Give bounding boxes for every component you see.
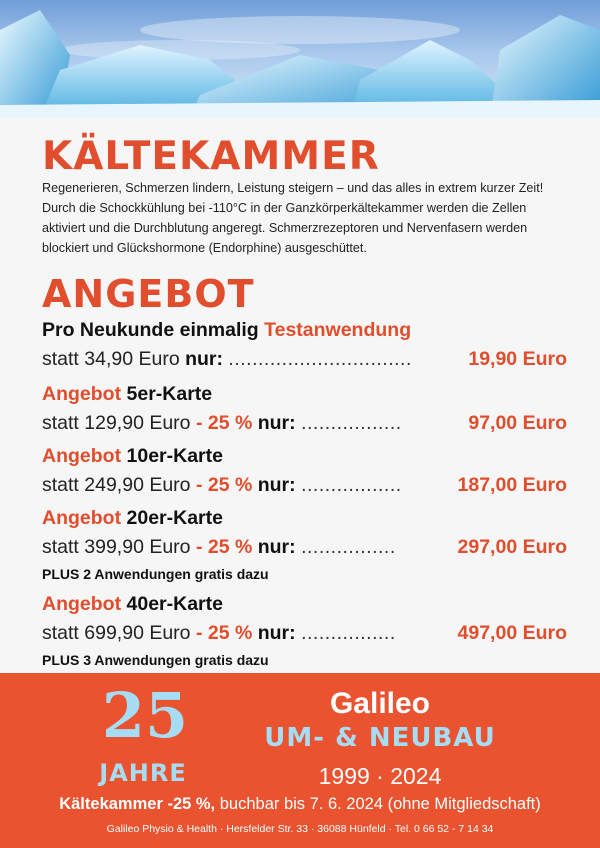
- ice-illustration: [0, 0, 600, 118]
- offer-title: [42, 444, 567, 468]
- offer-title-red: Angebot: [42, 507, 122, 529]
- offer-title: [42, 382, 567, 406]
- promo-rest: buchbar bis 7. 6. 2024 (ohne Mitgliedschaft): [219, 795, 541, 813]
- offer-title-black: 20er-Karte: [126, 507, 223, 529]
- nur-label: nur:: [257, 474, 296, 496]
- intro-text: Regenerieren, Schmerzen lindern, Leistung steigern – und das alles in extrem kurzer Zeit! Durch die Schockkühlung bei -110°C in der Ganzkörperkältekammer werden die Zellen aktiviert und die Durchblutung angeregt. Schmerzrezeptoren und Nervenfasern werden blockiert und Glückshormone (Endorphine) ausgeschüttet.: [42, 181, 544, 255]
- discount: - 25 %: [195, 536, 253, 558]
- offer-price: 297,00 Euro: [457, 536, 567, 558]
- dot-leader: .................: [301, 474, 402, 496]
- offer-title-red: Testanwendung: [264, 319, 412, 341]
- offer-price: 187,00 Euro: [457, 474, 567, 496]
- offer-price-line: [42, 346, 567, 372]
- dot-leader: .................: [301, 412, 402, 434]
- offer-price-line: [42, 472, 567, 498]
- old-price: statt 249,90 Euro: [42, 474, 191, 496]
- bonus-note: PLUS 3 Anwendungen gratis dazu: [42, 652, 269, 668]
- brand-name: Galileo: [329, 687, 431, 720]
- dot-leader: ................: [301, 622, 396, 644]
- promo-bold: Kältekammer -25 %,: [59, 795, 216, 813]
- offer-title-black: Pro Neukunde einmalig: [42, 319, 259, 341]
- old-price: statt 399,90 Euro: [42, 536, 191, 558]
- offer-title-black: 5er-Karte: [126, 383, 213, 405]
- old-price: statt 129,90 Euro: [42, 412, 191, 434]
- offer-title-black: 40er-Karte: [126, 593, 223, 615]
- nur-label: nur:: [257, 412, 296, 434]
- discount: - 25 %: [195, 412, 253, 434]
- offer-price-line: [42, 620, 567, 646]
- discount: - 25 %: [195, 474, 253, 496]
- offer-price: 497,00 Euro: [457, 622, 567, 644]
- footer-banner: [0, 673, 600, 848]
- offer-20er-karte: [42, 506, 567, 582]
- offer-10er-karte: [42, 444, 567, 498]
- year-range: 1999 · 2024: [318, 763, 442, 789]
- ice-hero-image: [0, 0, 600, 118]
- offer-title-red: Angebot: [42, 383, 122, 405]
- discount: - 25 %: [195, 622, 253, 644]
- bonus-note: PLUS 2 Anwendungen gratis dazu: [42, 566, 269, 582]
- offer-5er-karte: [42, 382, 567, 436]
- nur-label: nur:: [257, 536, 296, 558]
- offer-price-line: [42, 410, 567, 436]
- nur-label: nur:: [185, 348, 223, 370]
- offer-title-black: 10er-Karte: [126, 445, 223, 467]
- offer-price-line: [42, 534, 567, 560]
- nur-label: nur:: [257, 622, 296, 644]
- offer-trial: [42, 318, 567, 372]
- offer-title: [42, 592, 567, 616]
- dot-leader: ................: [301, 536, 396, 558]
- dot-leader: ...............................: [228, 348, 412, 370]
- offer-title-red: Angebot: [42, 593, 122, 615]
- anniversary-label: JAHRE: [99, 759, 187, 787]
- old-price: statt 34,90 Euro: [42, 348, 180, 370]
- contact-address: Galileo Physio & Health · Hersfelder Str. 33 · 36088 Hünfeld · Tel. 0 66 52 - 7 14 34: [106, 823, 494, 835]
- page-title: KÄLTEKAMMER: [42, 134, 380, 179]
- offer-title: [42, 506, 567, 530]
- offer-price: 97,00 Euro: [468, 412, 567, 434]
- offer-heading: ANGEBOT: [42, 272, 255, 316]
- anniversary-number: 25: [101, 679, 189, 752]
- offer-title-red: Angebot: [42, 445, 122, 467]
- promo-line: [0, 795, 600, 814]
- offer-price: 19,90 Euro: [468, 348, 567, 370]
- offer-40er-karte: [42, 592, 567, 668]
- offer-title: [42, 318, 567, 342]
- renovation-label: UM- & NEUBAU: [264, 723, 496, 753]
- old-price: statt 699,90 Euro: [42, 622, 191, 644]
